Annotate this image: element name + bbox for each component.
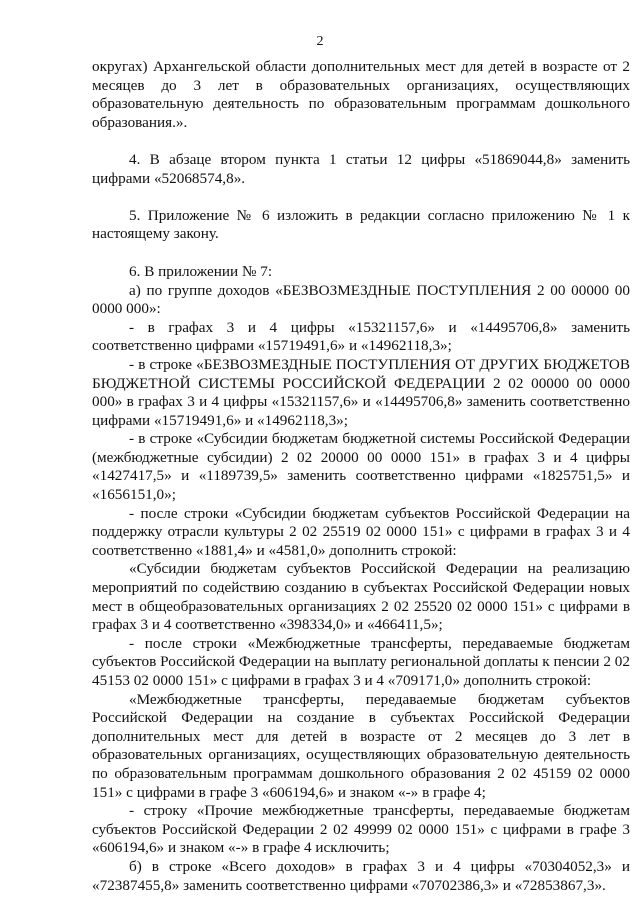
paragraph-subitem-b: б) в строке «Всего доходов» в графах 3 и 4 цифры «70304052,3» и «72387455,8» заменить соответственно цифрами «70702386,3» и «72853867,3». (92, 857, 630, 894)
paragraph-dash-3: - в строке «Субсидии бюджетам бюджетной системы Российской Федерации (межбюджетные субсидии) 2 02 20000 00 0000 151» в графах 3 и 4 цифры «1427417,5» и «1189739,5» заменить соответственно цифрами «1825751,5» и «1656151,0»; (92, 430, 630, 504)
paragraph-dash-5: - после строки «Межбюджетные трансферты, передаваемые бюджетам субъектов Российской Федерации на выплату региональной доплаты к пенсии 2 02 45153 02 0000 151» с цифрами в графах 3 и 4 «709171,0» дополнить строкой: (92, 634, 630, 689)
paragraph-dash-1: - в графах 3 и 4 цифры «15321157,6» и «14495706,8» заменить соответственно цифрами «15719491,6» и «14962118,3»; (92, 318, 630, 355)
page-number: 2 (316, 34, 324, 49)
paragraph-item-6: 6. В приложении № 7: (129, 262, 273, 280)
paragraph-subitem-a: а) по группе доходов «БЕЗВОЗМЕЗДНЫЕ ПОСТУПЛЕНИЯ 2 00 00000 00 0000 000»: (92, 281, 630, 318)
paragraph-item-4: 4. В абзаце втором пункта 1 статьи 12 цифры «51869044,8» заменить цифрами «52068574,8». (92, 150, 630, 187)
paragraph-dash-4: - после строки «Субсидии бюджетам субъектов Российской Федерации на поддержку отрасли культуры 2 02 25519 02 0000 151» с цифрами в графах 3 и 4 соответственно «1881,4» и «4581,0» дополнить строкой: (92, 504, 630, 559)
paragraph-quote-2: «Межбюджетные трансферты, передаваемые бюджетам субъектов Российской Федерации на создание в субъектах Российской Федерации дополнительных мест для детей в возрасте от 2 месяцев до 3 лет в образовательных организациях, осуществляющих образовательную деятельность по образовательным программам дошкольного образования 2 02 45159 02 0000 151» с цифрами в графе 3 «606194,6» и знаком «-» в графе 4; (92, 690, 630, 801)
paragraph-dash-2: - в строке «БЕЗВОЗМЕЗДНЫЕ ПОСТУПЛЕНИЯ ОТ ДРУГИХ БЮДЖЕТОВ БЮДЖЕТНОЙ СИСТЕМЫ РОССИЙСКОЙ ФЕДЕРАЦИИ 2 02 00000 00 0000 000» в графах 3 и 4 цифры «15321157,6» и «14495706,8» заменить соответственно цифрами «15719491,6» и «14962118,3»; (92, 355, 630, 429)
paragraph-dash-6: - строку «Прочие межбюджетные трансферты, передаваемые бюджетам субъектов Российской Федерации 2 02 49999 02 0000 151» с цифрами в графе 3 «606194,6» и знаком «-» в графе 4 исключить; (92, 802, 630, 857)
paragraph-continuation: округах) Архангельской области дополнительных мест для детей в возрасте от 2 месяцев до 3 лет в образовательных организациях, осуществляющих образовательную деятельность по образовательным программам дошкольного образования.». (92, 58, 630, 131)
document-body (92, 58, 630, 895)
paragraph-item-5: 5. Приложение № 6 изложить в редакции согласно приложению № 1 к настоящему закону. (92, 206, 630, 243)
paragraph-quote-1: «Субсидии бюджетам субъектов Российской Федерации на реализацию мероприятий по содействию созданию в субъектах Российской Федерации новых мест в общеобразовательных организациях 2 02 25520 02 0000 151» с цифрами в графах 3 и 4 соответственно «398334,0» и «466411,5»; (92, 560, 630, 634)
